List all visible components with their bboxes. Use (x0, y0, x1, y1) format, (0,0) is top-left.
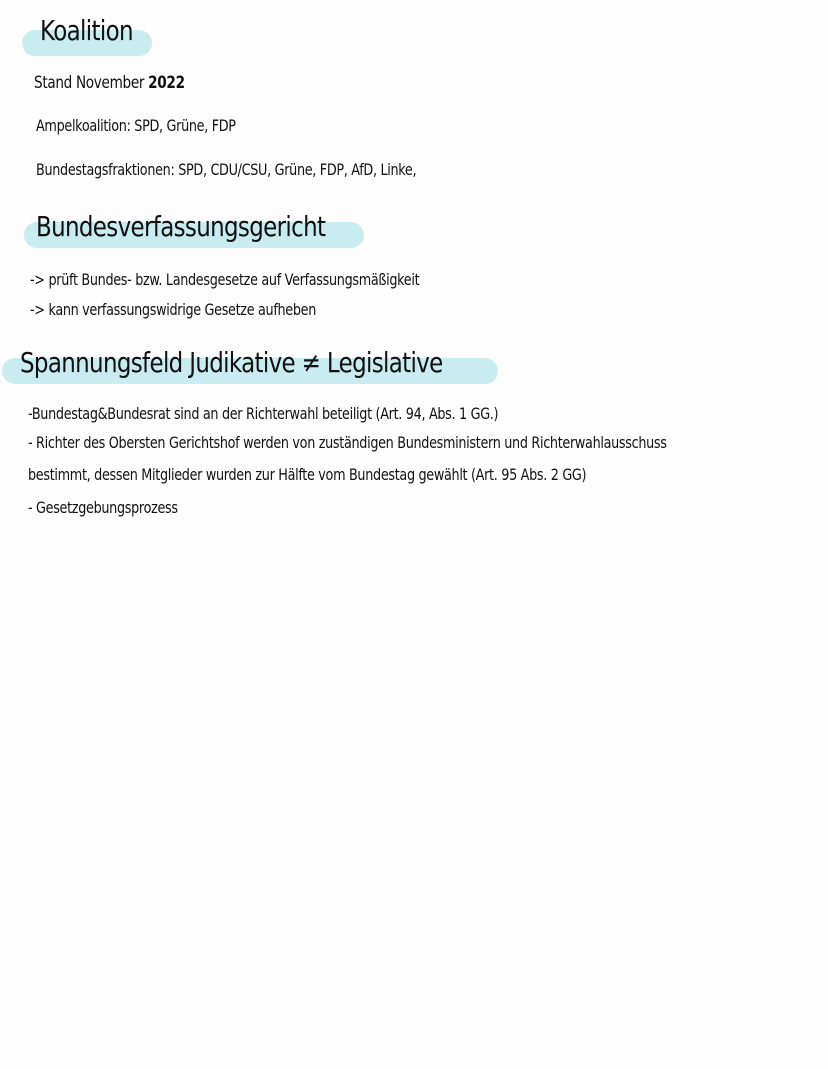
fraktionen-line: Bundestagsfraktionen: SPD, CDU/CSU, Grüne, FDP, AfD, Linke, (36, 160, 417, 179)
heading-spannung: Spannungsfeld Judikative ≠ Legislative (20, 346, 443, 379)
spannung-line-3: bestimmt, dessen Mitglieder wurden zur Hälfte vom Bundestag gewählt (Art. 95 Abs. 2 GG) (28, 465, 587, 484)
heading-koalition: Koalition (40, 14, 133, 47)
bverfg-point-1: -> prüft Bundes- bzw. Landesgesetze auf Verfassungsmäßigkeit (30, 270, 420, 289)
spannung-line-2: - Richter des Obersten Gerichtshof werden von zuständigen Bundesministern und Richterwahlausschuss (28, 433, 667, 452)
heading-bverfg: Bundesverfassungsgericht (36, 210, 326, 243)
ampel-line: Ampelkoalition: SPD, Grüne, FDP (36, 116, 236, 135)
spannung-line-4: - Gesetzgebungsprozess (28, 498, 178, 517)
stand-year: 2022 (148, 73, 185, 93)
stand-prefix: Stand November (34, 73, 149, 93)
spannung-line-1: -Bundestag&Bundesrat sind an der Richterwahl beteiligt (Art. 94, Abs. 1 GG.) (28, 404, 499, 423)
stand-line (34, 73, 185, 93)
bverfg-point-2: -> kann verfassungswidrige Gesetze aufheben (30, 300, 317, 319)
